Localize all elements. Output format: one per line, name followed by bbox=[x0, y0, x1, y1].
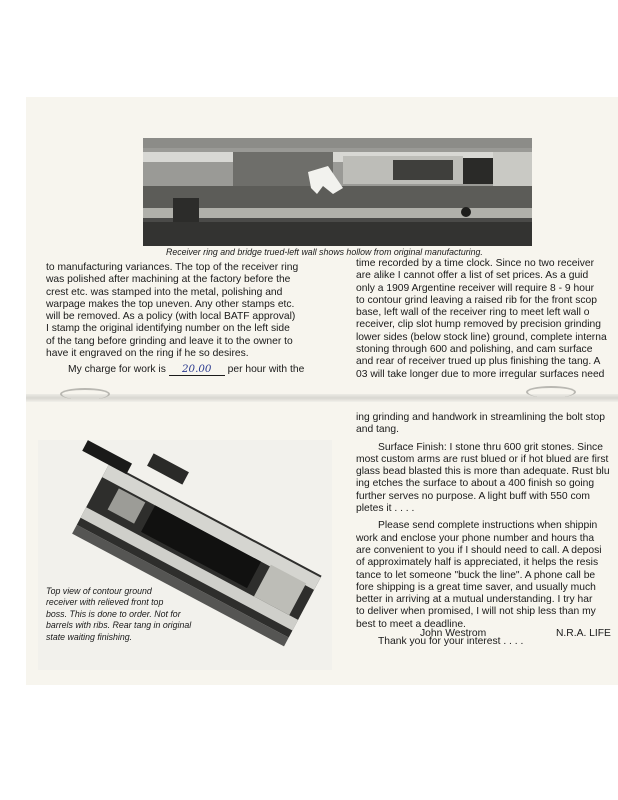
text-line: of the tang before grinding and leave it to the owner to bbox=[46, 335, 293, 347]
text-line: tance to let someone "buck the line". A phone call be bbox=[356, 569, 596, 581]
caption-line: barrels with ribs. Rear tang in original bbox=[46, 620, 192, 631]
text-line: ing grinding and handwork in streamlining the bolt stop bbox=[356, 412, 605, 423]
text-line: to manufacturing variances. The top of the receiver ring bbox=[46, 262, 299, 273]
text-line: lower sides (below stock line) ground, complete interna bbox=[356, 331, 607, 343]
right-column-upper bbox=[356, 258, 607, 381]
signature-name: John Westrom bbox=[420, 628, 487, 639]
charge-line bbox=[46, 364, 304, 376]
left-column-upper bbox=[46, 262, 304, 377]
text-line: Surface Finish: I stone thru 600 grit stones. Since bbox=[378, 441, 603, 453]
handwritten-rate: 20.00 bbox=[169, 364, 225, 376]
text-line: stoning through 600 and polishing, and cam surface bbox=[356, 344, 593, 356]
nra-affiliation: N.R.A. LIFE bbox=[556, 628, 611, 639]
text-line: and tang. bbox=[356, 424, 399, 436]
punch-hole-right bbox=[526, 386, 576, 398]
thanks-line: Thank you for your interest . . . . bbox=[378, 636, 524, 648]
text-line: have it engraved on the ring if he so desires. bbox=[46, 348, 249, 360]
text-line: pletes it . . . . bbox=[356, 503, 415, 515]
text-line: crest etc. was stamped into the metal, polishing and bbox=[46, 286, 283, 298]
text-line: further serves no purpose. A light buff with 550 com bbox=[356, 490, 590, 502]
caption-line: receiver with relieved front top bbox=[46, 597, 164, 608]
text-line: base, left wall of the receiver ring to meet left wall o bbox=[356, 307, 590, 319]
right-column-lower bbox=[356, 412, 610, 648]
text-line: are convenient to you if I should need to call. A deposi bbox=[356, 544, 602, 556]
caption-line: Top view of contour ground bbox=[46, 586, 152, 596]
text-line: and rear of receiver trued up plus finishing the tang. A bbox=[356, 356, 601, 368]
caption-line: boss. This is done to order. Not for bbox=[46, 608, 181, 619]
caption-line: state waiting finishing. bbox=[46, 631, 133, 642]
text-line: warpage makes the top uneven. Any other stamps etc. bbox=[46, 298, 295, 310]
text-line: fore shipping is a great time saver, and usually much bbox=[356, 581, 596, 593]
text-line: time recorded by a time clock. Since no two receiver bbox=[356, 258, 595, 269]
top-photo-caption: Receiver ring and bridge trued-left wall shows hollow from original manufacturing. bbox=[166, 247, 483, 257]
text-line: better in arriving at a mutual understanding. I try har bbox=[356, 594, 593, 606]
punch-hole-left bbox=[60, 388, 110, 400]
text-line: to contour grind leaving a raised rib for the front scop bbox=[356, 294, 597, 306]
text-line: to deliver when promised, I will not ship less than my bbox=[356, 606, 596, 618]
text-line: only a 1909 Argentine receiver will require 8 - 9 hour bbox=[356, 282, 595, 294]
text-line: work and enclose your phone number and hours tha bbox=[356, 532, 595, 544]
text-line: are alike I cannot offer a list of set prices. As a guid bbox=[356, 270, 589, 282]
text-line: of approximately half is appreciated, it helps the resis bbox=[356, 557, 599, 569]
text-line: I stamp the original identifying number on the left side bbox=[46, 323, 290, 335]
receiver-photo-top bbox=[143, 138, 532, 246]
text-line: receiver, clip slot hump removed by precision grinding bbox=[356, 319, 601, 331]
charge-suffix: per hour with the bbox=[227, 364, 305, 376]
text-line: ing etches the surface to about a 400 finish so going bbox=[356, 478, 595, 490]
bottom-photo-caption bbox=[46, 586, 191, 643]
text-line: glass bead blasted this is more than adequate. Rust blu bbox=[356, 466, 610, 478]
text-line: Please send complete instructions when shippin bbox=[378, 520, 598, 532]
text-line: best to meet a deadline. bbox=[356, 618, 466, 630]
text-line: was polished after machining at the factory before the bbox=[46, 274, 291, 286]
text-line: will be removed. As a policy (with local BATF approval) bbox=[46, 311, 296, 323]
text-line: 03 will take longer due to more irregular surfaces need bbox=[356, 368, 605, 380]
charge-prefix: My charge for work is bbox=[68, 364, 166, 376]
text-line: most custom arms are rust blued or if hot blued are first bbox=[356, 453, 609, 465]
